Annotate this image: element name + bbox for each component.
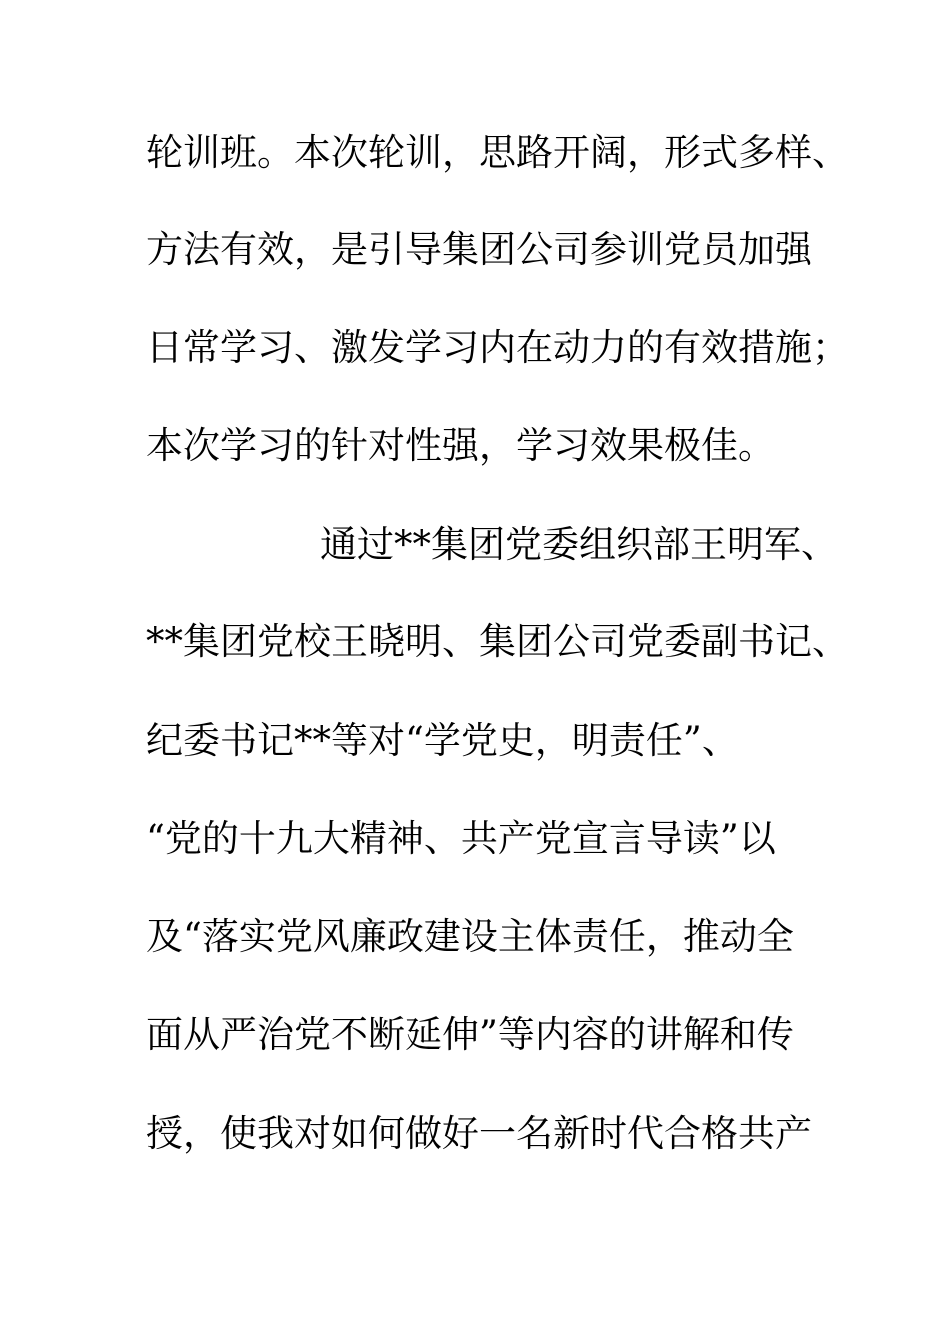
paragraph-line-6: **集团党校王晓明、集团公司党委副书记、 [146, 620, 849, 663]
paragraph-line-9: 及“落实党风廉政建设主体责任，推动全 [146, 915, 794, 958]
paragraph-line-5: 通过**集团党委组织部王明军、 [320, 523, 838, 566]
paragraph-line-1: 轮训班。本次轮训，思路开阔，形式多样、 [146, 131, 849, 174]
paragraph-line-10: 面从严治党不断延伸”等内容的讲解和传 [146, 1013, 794, 1056]
paragraph-line-8: “党的十九大精神、共产党宣言导读”以 [146, 817, 776, 860]
paragraph-line-3: 日常学习、激发学习内在动力的有效措施； [146, 326, 849, 369]
paragraph-line-2: 方法有效，是引导集团公司参训党员加强 [146, 228, 812, 271]
paragraph-line-4: 本次学习的针对性强，学习效果极佳。 [146, 424, 775, 467]
paragraph-line-7: 纪委书记**等对“学党史，明责任”、 [146, 719, 739, 762]
paragraph-line-11: 授，使我对如何做好一名新时代合格共产 [146, 1112, 812, 1155]
